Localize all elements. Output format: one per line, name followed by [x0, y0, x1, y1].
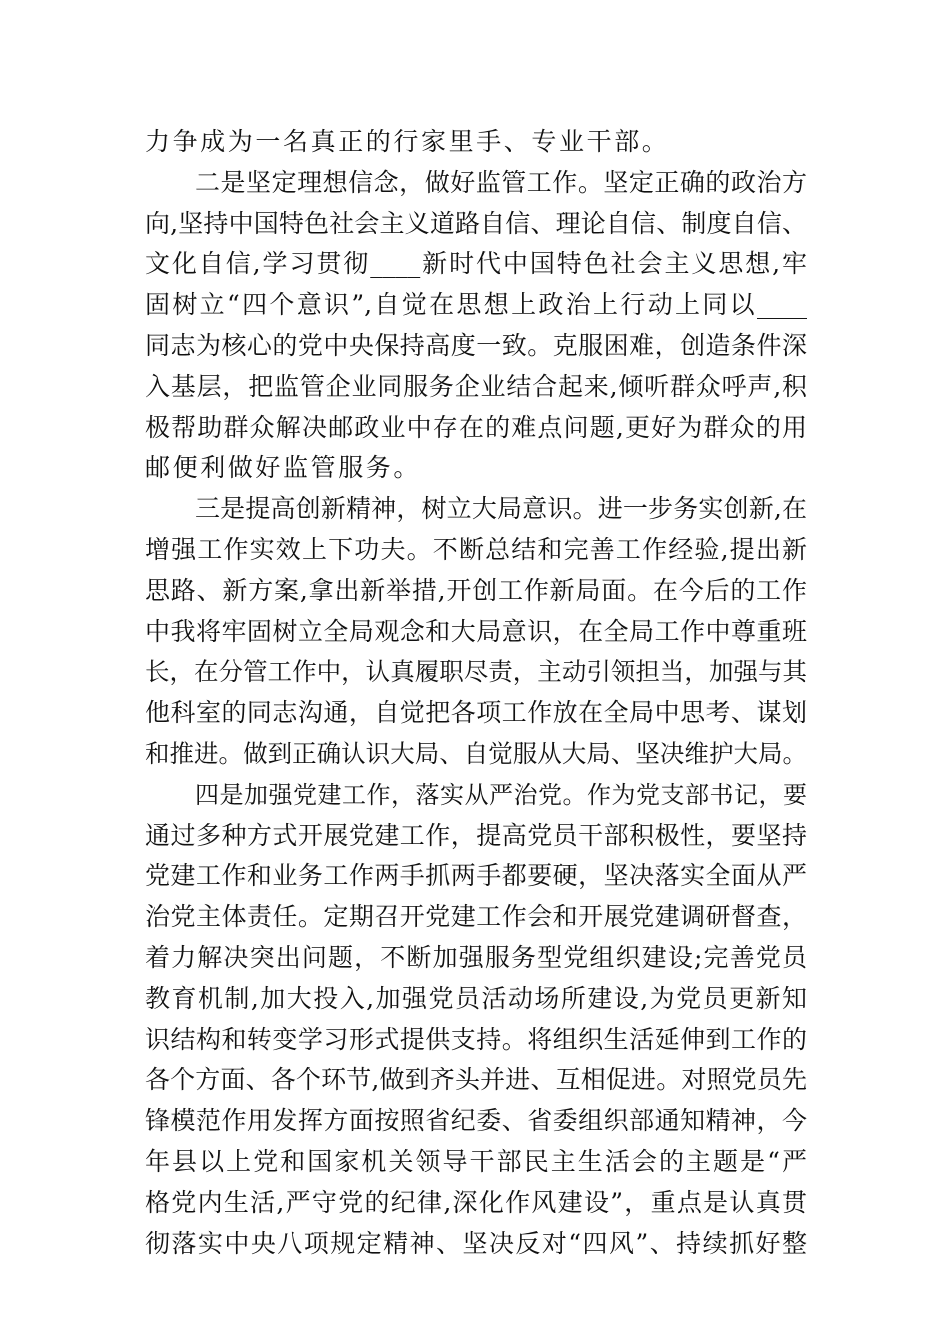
text-line: 着力解决突出问题，不断加强服务型党组织建设;完善党员	[145, 942, 807, 972]
text-line: 向,坚持中国特色社会主义道路自信、理论自信、制度自信、	[145, 208, 807, 238]
document-body	[145, 122, 807, 1264]
text-line: 各个方面、各个环节,做到齐头并进、互相促进。对照党员先	[145, 1065, 807, 1095]
text-line: 长，在分管工作中，认真履职尽责，主动引领担当，加强与其	[145, 657, 807, 687]
paragraph-first-line: 三是提高创新精神，树立大局意识。进一步务实创新,在	[195, 494, 807, 524]
paragraph-first-line: 四是加强党建工作，落实从严治党。作为党支部书记，要	[195, 780, 807, 809]
text-line: 固树立“四个意识”,自觉在思想上政治上行动上同以____	[145, 290, 807, 320]
text-line: 识结构和转变学习形式提供支持。将组织生活延伸到工作的	[145, 1024, 807, 1054]
text-line: 教育机制,加大投入,加强党员活动场所建设,为党员更新知	[145, 983, 807, 1013]
text-line: 中我将牢固树立全局观念和大局意识，在全局工作中尊重班	[145, 616, 807, 646]
text-line: 通过多种方式开展党建工作，提高党员干部积极性，要坚持	[145, 820, 807, 850]
text-line: 和推进。做到正确认识大局、自觉服从大局、坚决维护大局。	[145, 738, 807, 768]
text-line: 治党主体责任。定期召开党建工作会和开展党建调研督查，	[145, 902, 807, 932]
text-line: 极帮助群众解决邮政业中存在的难点问题,更好为群众的用	[145, 412, 807, 442]
text-line: 锋模范作用发挥方面按照省纪委、省委组织部通知精神，今	[145, 1106, 807, 1136]
text-line: 党建工作和业务工作两手抓两手都要硬，坚决落实全面从严	[145, 861, 807, 891]
text-line: 他科室的同志沟通，自觉把各项工作放在全局中思考、谋划	[145, 698, 807, 728]
text-line: 增强工作实效上下功夫。不断总结和完善工作经验,提出新	[145, 534, 807, 564]
text-line: 格党内生活,严守党的纪律,深化作风建设”，重点是认真贯	[145, 1187, 807, 1217]
text-line: 文化自信,学习贯彻____新时代中国特色社会主义思想,牢	[145, 249, 807, 279]
text-line: 同志为核心的党中央保持高度一致。克服困难，创造条件深	[145, 330, 807, 360]
text-line: 年县以上党和国家机关领导干部民主生活会的主题是“严	[145, 1146, 807, 1176]
text-line: 入基层，把监管企业同服务企业结合起来,倾听群众呼声,积	[145, 371, 807, 401]
paragraph-first-line: 二是坚定理想信念，做好监管工作。坚定正确的政治方	[195, 167, 807, 197]
text-line: 邮便利做好监管服务。	[145, 453, 422, 483]
text-line: 力争成为一名真正的行家里手、专业干部。	[145, 127, 670, 156]
text-line: 思路、新方案,拿出新举措,开创工作新局面。在今后的工作	[145, 575, 807, 605]
text-line: 彻落实中央八项规定精神、坚决反对“四风”、持续抓好整	[145, 1228, 807, 1258]
